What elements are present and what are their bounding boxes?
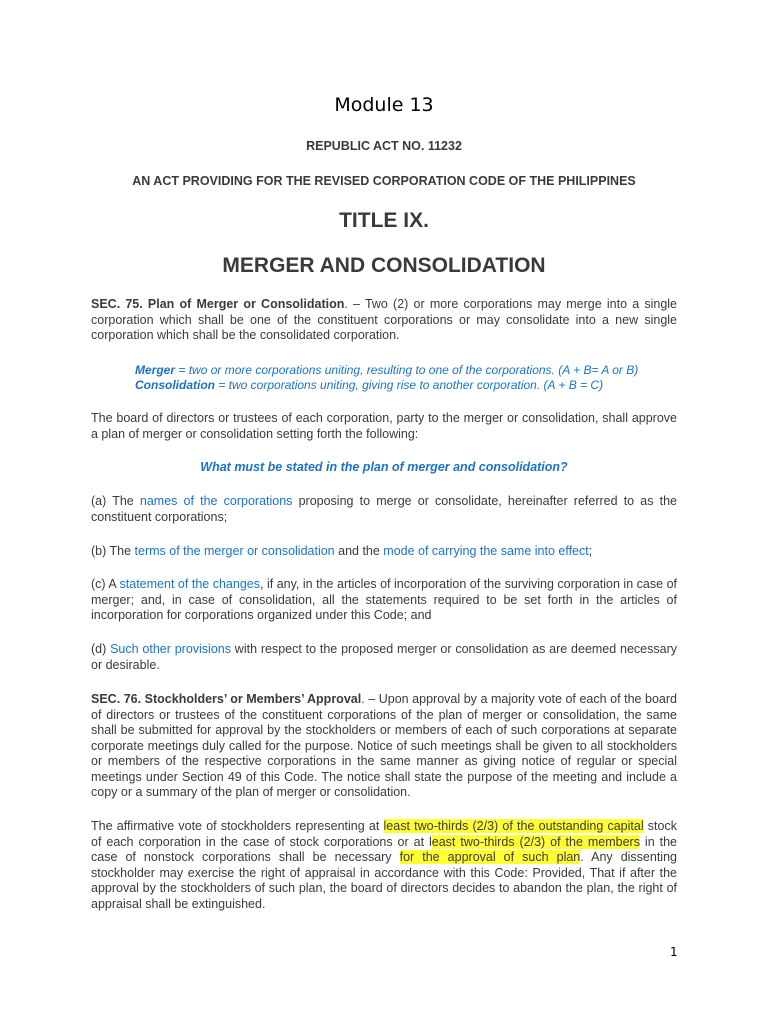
item-a: [91, 494, 677, 525]
title-number: TITLE IX.: [339, 209, 429, 232]
item-b-highlight-2: mode of carrying the same into effect: [383, 544, 589, 558]
section-75-text: . – Two (2) or more corporations may merge into a single corporation which shall be one of the constituent corporations or may consolidate into a new single corporation which shall be the consolidated corporation.: [91, 297, 678, 342]
item-b-prefix: (b) The: [91, 544, 135, 558]
module-title: Module 13: [334, 94, 434, 116]
vote-text-2: stock of each corporation in the case of stock corporations or at l: [91, 819, 677, 849]
merger-definition: [135, 363, 695, 378]
vote-highlight-2: east two-thirds (2/3) of the members: [431, 834, 640, 849]
item-b-highlight-1: terms of the merger or consolidation: [134, 544, 335, 558]
vote-highlight-1: least two-thirds (2/3) of the outstanding capital: [383, 819, 644, 833]
page-number: 1: [670, 945, 678, 959]
item-a-text: proposing to merge or consolidate, hereinafter referred to as the constituent corporations;: [91, 494, 677, 524]
item-b: [91, 544, 677, 560]
act-number: REPUBLIC ACT NO. 11232: [306, 139, 462, 153]
item-a-highlight: names of the corporations: [139, 494, 293, 508]
vote-text-1: The affirmative vote of stockholders representing at: [91, 819, 384, 833]
act-title: AN ACT PROVIDING FOR THE REVISED CORPORATION CODE OF THE PHILIPPINES: [132, 174, 636, 188]
item-c: [91, 577, 677, 624]
board-paragraph: The board of directors or trustees of each corporation, party to the merger or consolidation, shall approve a plan of merger or consolidation setting forth the following:: [91, 411, 677, 441]
item-b-mid: and the: [334, 544, 384, 558]
item-d-prefix: (d): [91, 642, 111, 656]
section-75-paragraph: [91, 297, 677, 344]
section-76-paragraph: [91, 692, 677, 801]
item-c-highlight: statement of the changes: [119, 577, 260, 591]
vote-text-4: . Any dissenting stockholder may exercise the right of appraisal in accordance with this Code: Provided, That if after the approval by the stockholders of such plan, the board of directors decides to abandon the plan, the right of appraisal shall be extinguished.: [91, 850, 677, 911]
vote-paragraph: [91, 819, 677, 912]
vote-text-3: in the case of nonstock corporations shall be necessary: [91, 834, 677, 864]
section-76-heading: SEC. 76. Stockholders’ or Members’ Approval: [91, 692, 362, 706]
vote-highlight-3: for the approval of such plan: [399, 850, 581, 864]
consolidation-definition: [135, 378, 695, 393]
plan-question: What must be stated in the plan of merger and consolidation?: [200, 460, 568, 474]
section-76-text: . – Upon approval by a majority vote of each of the board of directors or trustees of the constituent corporations of the plan of merger or consolidation, the same shall be submitted for approval by the stockholders or members of each of such corporations at separate corporate meetings duly called for the purpose. Notice of such meetings shall be given to all stockholders or members of the respective corporations in the same manner as giving notice of regular or special meetings under Section 49 of this Code. The notice shall state the purpose of the meeting and include a copy or a summary of the plan of merger or consolidation.: [91, 692, 677, 799]
item-d-highlight: Such other provisions: [110, 642, 231, 656]
item-c-prefix: (c) A: [91, 577, 120, 591]
title-name: MERGER AND CONSOLIDATION: [222, 254, 546, 277]
merger-def: = two or more corporations uniting, resulting to one of the corporations. (A + B= A or B): [175, 363, 639, 377]
item-a-prefix: (a) The: [91, 494, 140, 508]
item-b-suffix: ;: [588, 544, 593, 558]
merger-term: Merger: [135, 363, 176, 377]
consolidation-term: Consolidation: [135, 378, 215, 392]
item-c-text: , if any, in the articles of incorporation of the surviving corporation in case of merger; and, in case of consolidation, all the statements required to be set forth in the articles of incorporation for corporations organized under this Code; and: [91, 577, 677, 622]
item-d-text: with respect to the proposed merger or consolidation as are deemed necessary or desirable.: [91, 642, 677, 672]
item-d: [91, 642, 677, 673]
consolidation-def: = two corporations uniting, giving rise to another corporation. (A + B = C): [215, 378, 604, 392]
section-75-heading: SEC. 75. Plan of Merger or Consolidation: [91, 297, 345, 311]
